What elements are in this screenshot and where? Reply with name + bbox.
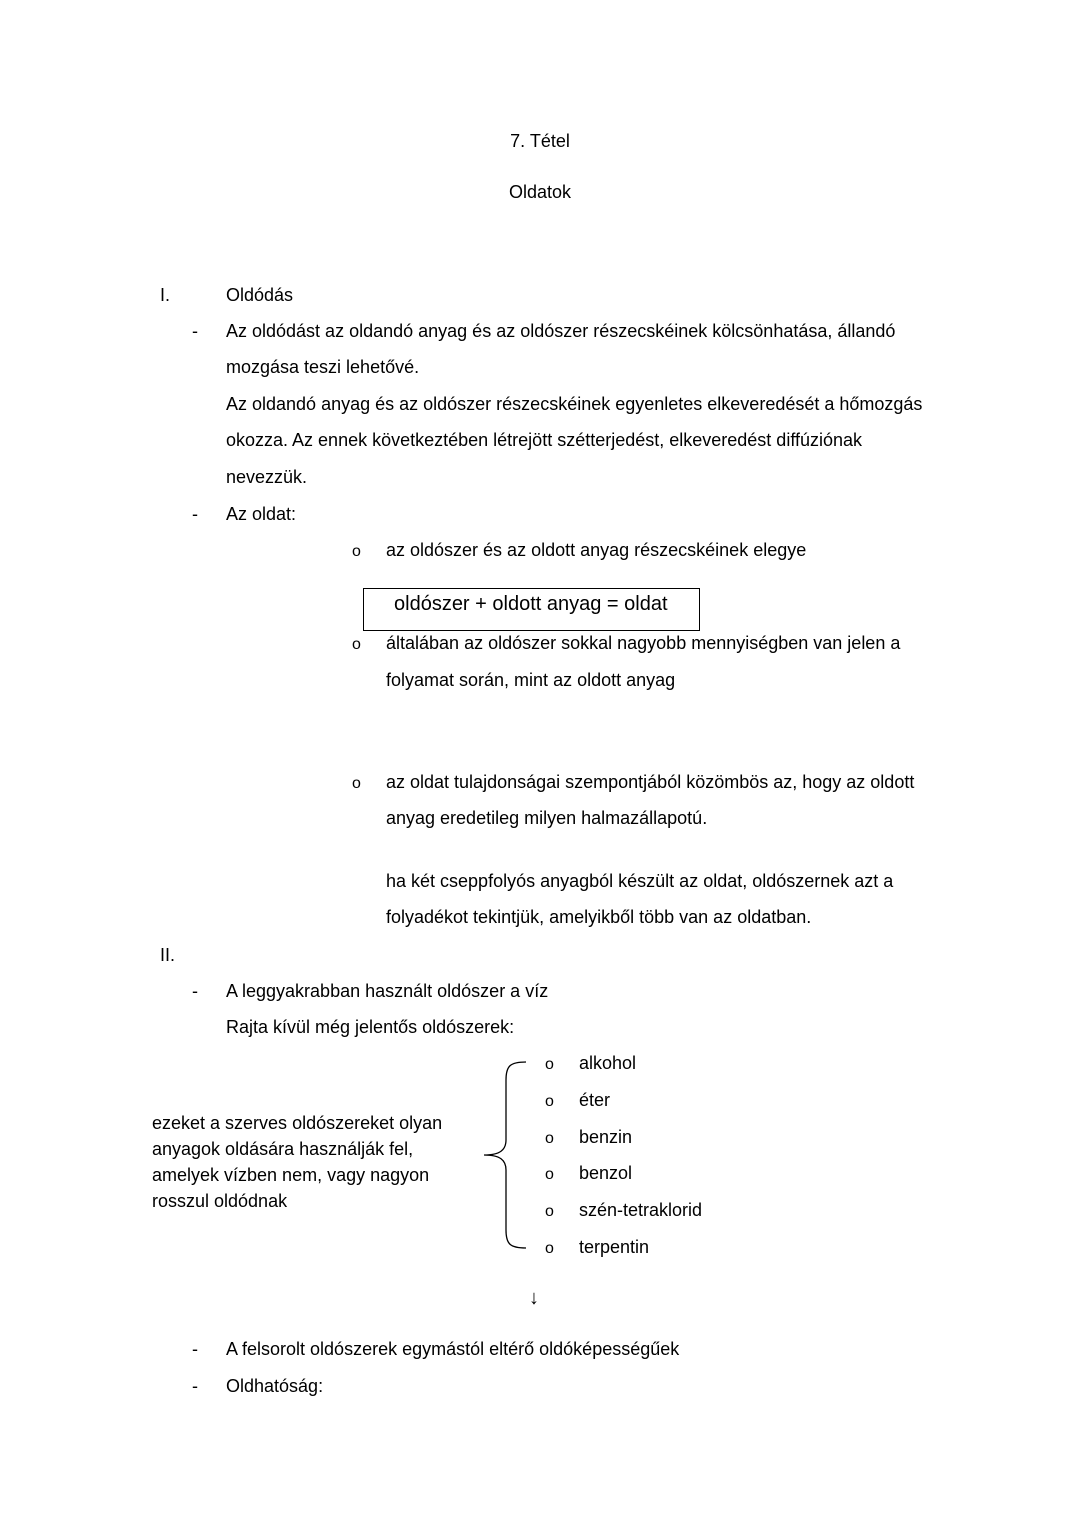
note-line: ezeket a szerves oldószereket olyan [152,1113,443,1133]
oldat-label: Az oldat: [226,504,297,524]
note-line: anyagok oldására használják fel, [152,1139,414,1159]
oldat-point-2-cont: folyamat során, mint az oldott anyag [386,670,676,690]
dash-bullet: - [192,504,198,524]
curly-brace-icon [478,1058,530,1252]
dash-bullet: - [192,321,198,341]
circle-bullet: o [545,1093,554,1110]
para-line: nevezzük. [226,467,308,487]
note-line: rosszul oldódnak [152,1191,288,1211]
dash-bullet: - [192,1376,198,1396]
oldat-point-1: az oldószer és az oldott anyag részecskéinek elegye [386,540,807,560]
circle-bullet: o [545,1056,554,1073]
circle-bullet: o [545,1240,554,1257]
page-title: Oldatok [508,182,572,202]
solvent-ability-line: A felsorolt oldószerek egymástól eltérő oldóképességűek [226,1339,680,1359]
solvent-item: benzin [579,1127,633,1147]
circle-bullet: o [545,1203,554,1220]
formula-box [363,588,700,631]
down-arrow-icon: ↓ [529,1287,539,1309]
section-1-heading: Oldódás [226,285,294,305]
section-2-numeral: II. [160,945,176,965]
circle-bullet: o [352,543,361,560]
water-line: A leggyakrabban használt oldószer a víz [226,981,549,1001]
solvent-item: terpentin [579,1237,650,1257]
para-line: Az oldódást az oldandó anyag és az oldószer részecskéinek kölcsönhatása, állandó [226,321,896,341]
section-1-numeral: I. [160,285,171,305]
circle-bullet: o [545,1130,554,1147]
solvent-item: éter [579,1090,611,1110]
solubility-label: Oldhatóság: [226,1376,324,1396]
circle-bullet: o [545,1166,554,1183]
solvent-item: szén-tetraklorid [579,1200,703,1220]
other-solvents-line: Rajta kívül még jelentős oldószerek: [226,1017,515,1037]
oldat-note-cont: folyadékot tekintjük, amelyikből több van az oldatban. [386,907,812,927]
para-line: mozgása teszi lehetővé. [226,357,420,377]
dash-bullet: - [192,1339,198,1359]
dash-bullet: - [192,981,198,1001]
circle-bullet: o [352,775,361,792]
oldat-note: ha két cseppfolyós anyagból készült az oldat, oldószernek azt a [386,871,894,891]
solvent-item: benzol [579,1163,633,1183]
oldat-point-2: általában az oldószer sokkal nagyobb mennyiségben van jelen a [386,633,901,653]
organic-solvents-note [152,1110,442,1214]
formula-text: oldószer + oldott anyag = oldat [394,593,668,615]
tetel-number: 7. Tétel [510,131,570,151]
oldat-point-3-cont: anyag eredetileg milyen halmazállapotú. [386,808,708,828]
note-line: amelyek vízben nem, vagy nagyon [152,1165,430,1185]
circle-bullet: o [352,636,361,653]
oldat-point-3: az oldat tulajdonságai szempontjából közömbös az, hogy az oldott [386,772,915,792]
solvent-item: alkohol [579,1053,637,1073]
para-line: okozza. Az ennek következtében létrejött szétterjedést, elkeveredést diffúziónak [226,430,863,450]
para-line: Az oldandó anyag és az oldószer részecskéinek egyenletes elkeveredését a hőmozgás [226,394,923,414]
